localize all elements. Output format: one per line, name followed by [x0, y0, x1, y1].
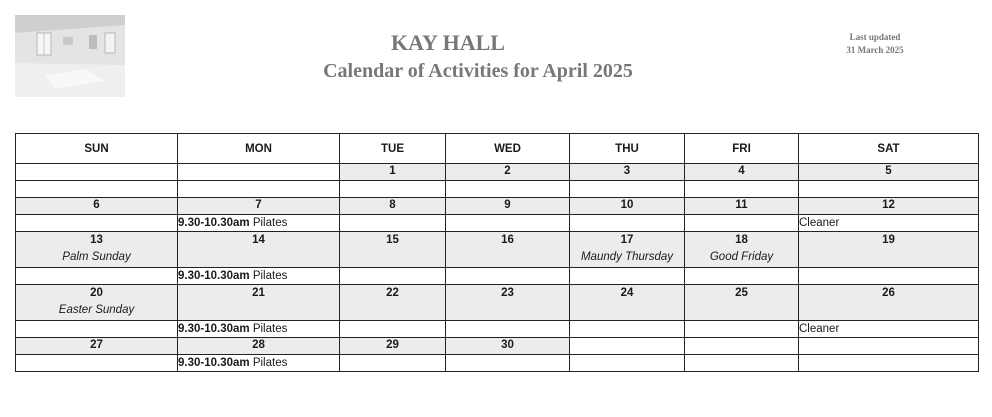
activity-row: [16, 215, 979, 232]
activity-cell: [340, 215, 446, 232]
hall-photo: [15, 15, 125, 97]
date-cell: 15: [340, 232, 446, 268]
date-cell: 21: [178, 285, 340, 321]
date-cell: [570, 338, 685, 355]
activity-cell: [178, 355, 340, 372]
date-cell: 14: [178, 232, 340, 268]
calendar-table: [15, 133, 979, 372]
activity-cell: [570, 268, 685, 285]
day-header: THU: [570, 134, 685, 164]
activity-cell: [685, 268, 799, 285]
day-header-row: [16, 134, 979, 164]
day-header: MON: [178, 134, 340, 164]
day-header: SAT: [799, 134, 979, 164]
activity-cell: [178, 321, 340, 338]
holiday-label: Maundy Thursday: [580, 251, 674, 263]
date-cell: 1: [340, 164, 446, 181]
activity-cell: [178, 215, 340, 232]
activity-cell: [570, 215, 685, 232]
date-cell: 25: [685, 285, 799, 321]
date-cell: 20 Easter Sunday: [16, 285, 178, 321]
activity-text: 9.30-10.30am Pilates: [178, 269, 288, 282]
activity-cell: [16, 355, 178, 372]
holiday-label: Good Friday: [709, 251, 774, 263]
page-title: KAY HALL: [391, 30, 505, 55]
date-cell: [799, 338, 979, 355]
date-row: [16, 232, 979, 268]
activity-cell: [685, 355, 799, 372]
date-cell: 10: [570, 198, 685, 215]
date-cell: 16: [446, 232, 570, 268]
date-cell: [685, 338, 799, 355]
day-header: TUE: [340, 134, 446, 164]
activity-cell: [446, 321, 570, 338]
date-cell: 23: [446, 285, 570, 321]
activity-cell: [570, 321, 685, 338]
date-cell: 12: [799, 198, 979, 215]
activity-row: [16, 355, 979, 372]
date-cell: 27: [16, 338, 178, 355]
holiday-label: Palm Sunday: [62, 251, 131, 263]
activity-text: 9.30-10.30am Pilates: [178, 356, 288, 369]
activity-cell: [446, 268, 570, 285]
activity-cell: [685, 321, 799, 338]
activity-cell: [16, 268, 178, 285]
activity-cell: [799, 181, 979, 198]
date-cell: 4: [685, 164, 799, 181]
activity-cell: [570, 181, 685, 198]
date-cell: 6: [16, 198, 178, 215]
last-updated-label: Last updated: [849, 32, 901, 42]
activity-cell: [570, 355, 685, 372]
holiday-label: Easter Sunday: [58, 304, 135, 316]
activity-cell: Cleaner: [799, 321, 979, 338]
activity-cell: Cleaner: [799, 215, 979, 232]
date-cell: 3: [570, 164, 685, 181]
date-row: [16, 198, 979, 215]
activity-cell: [446, 181, 570, 198]
activity-cell: [340, 321, 446, 338]
activity-cell: [446, 215, 570, 232]
date-cell: 18 Good Friday: [685, 232, 799, 268]
activity-cell: [685, 181, 799, 198]
activity-cell: [178, 181, 340, 198]
date-cell: 29: [340, 338, 446, 355]
activity-text: 9.30-10.30am Pilates: [178, 216, 288, 229]
date-cell: 30: [446, 338, 570, 355]
date-cell: 19: [799, 232, 979, 268]
date-cell: 9: [446, 198, 570, 215]
date-cell: 24: [570, 285, 685, 321]
date-row: [16, 164, 979, 181]
date-cell: 13 Palm Sunday: [16, 232, 178, 268]
page-subtitle: Calendar of Activities for April 2025: [323, 60, 633, 82]
activity-cell: [340, 181, 446, 198]
activity-row: [16, 181, 979, 198]
day-header: WED: [446, 134, 570, 164]
activity-cell: [16, 215, 178, 232]
date-cell: 11: [685, 198, 799, 215]
date-cell: [178, 164, 340, 181]
day-header: SUN: [16, 134, 178, 164]
date-cell: 7: [178, 198, 340, 215]
activity-cell: [340, 268, 446, 285]
date-row: [16, 285, 979, 321]
date-cell: [16, 164, 178, 181]
date-cell: 8: [340, 198, 446, 215]
date-cell: 2: [446, 164, 570, 181]
date-cell: 22: [340, 285, 446, 321]
activity-cell: [799, 355, 979, 372]
day-header: FRI: [685, 134, 799, 164]
activity-cell: [16, 321, 178, 338]
date-row: [16, 338, 979, 355]
activity-cell: [799, 268, 979, 285]
last-updated-date: 31 March 2025: [846, 45, 904, 55]
activity-cell: [178, 268, 340, 285]
activity-cell: [685, 215, 799, 232]
date-cell: 5: [799, 164, 979, 181]
date-cell: 28: [178, 338, 340, 355]
date-cell: 17 Maundy Thursday: [570, 232, 685, 268]
activity-text: 9.30-10.30am Pilates: [178, 322, 288, 335]
activity-row: [16, 321, 979, 338]
date-cell: 26: [799, 285, 979, 321]
activity-cell: [446, 355, 570, 372]
activity-row: [16, 268, 979, 285]
activity-cell: [16, 181, 178, 198]
activity-cell: [340, 355, 446, 372]
last-updated: [830, 31, 920, 57]
